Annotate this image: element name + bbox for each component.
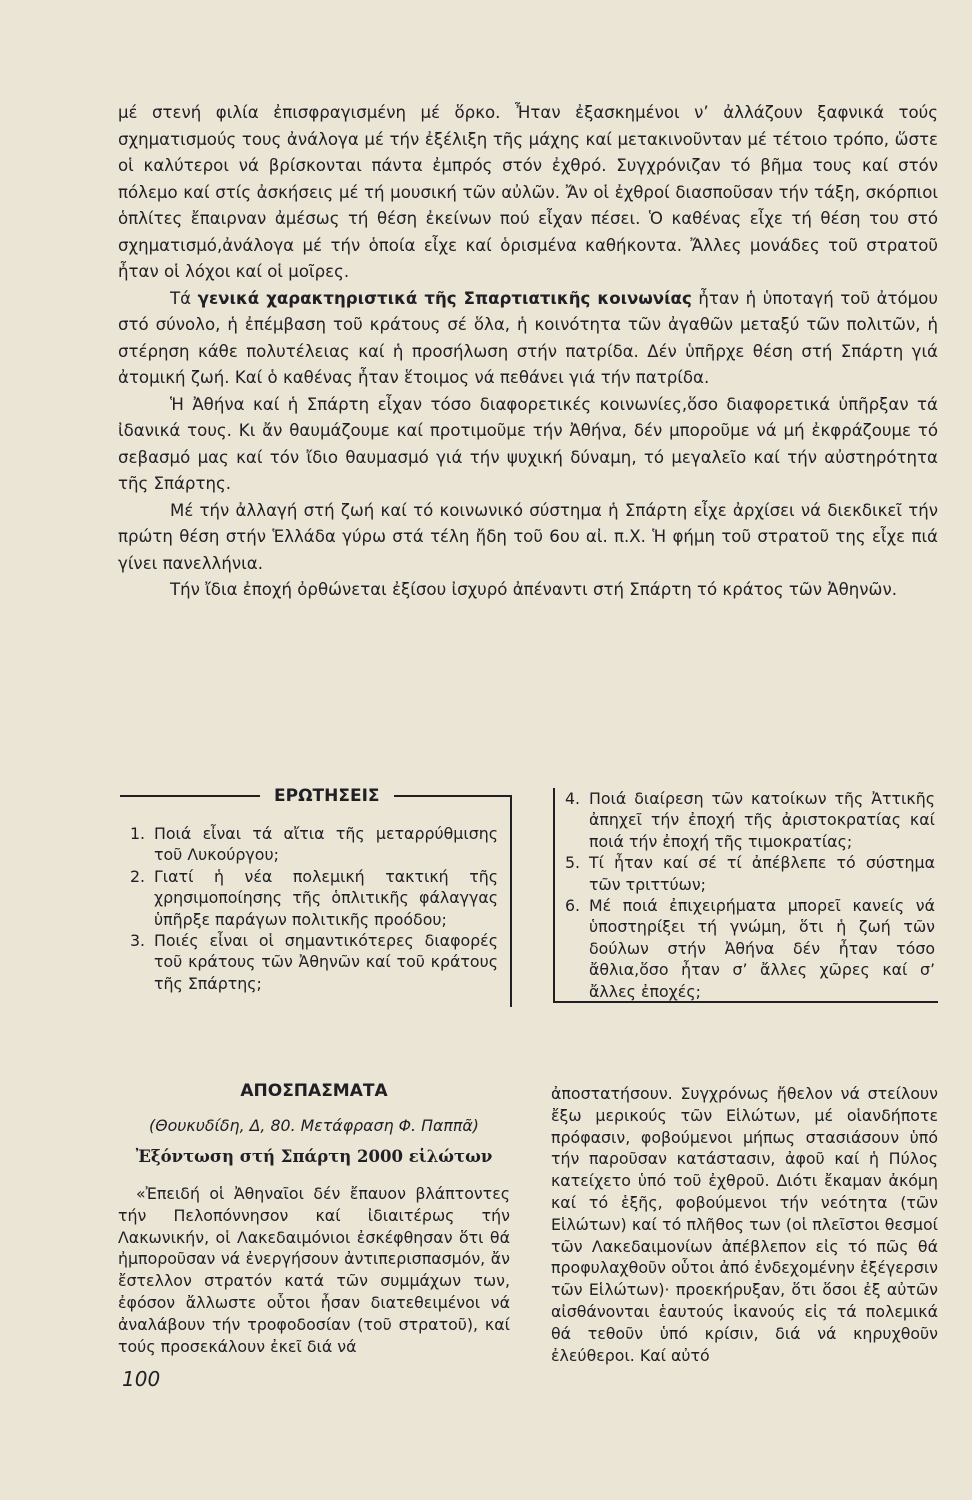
questions-list-left	[130, 823, 498, 994]
question-item: 6. Μέ ποιά ἐπιχειρήματα μπορεῖ κανείς νά ὑποστηρίξει τή γνώμη, ὅτι ἡ ζωή τῶν δούλων στήν Ἀθήνα δέν ἦταν τόσο ἄθλια,ὅσο ἦταν σ’ ἄλλες χῶρες καί σ’ ἄλλες ἐποχές;	[565, 896, 935, 1001]
paragraph-2: Τά γενικά χαρακτηριστικά τῆς Σπαρτιατικῆς κοινωνίας ἦταν ἡ ὑποταγή τοῦ ἀτόμου στό σύνολο, ἡ ἐπέμβαση τοῦ κράτους σέ ὅλα, ἡ κοινότητα τῶν ἀγαθῶν μεταξύ τῶν πολιτῶν, ἡ στέρηση κάθε πολυτέλειας καί ἡ προσήλωση στήν πατρίδα. Δέν ὑπῆρχε θέση στή Σπάρτη γιά ἀτομική ζωή. Καί ὁ καθένας ἦταν ἕτοιμος νά πεθάνει γιά τήν πατρίδα.	[118, 288, 938, 387]
questions-title: ΕΡΩΤΗΣΕΙΣ	[260, 783, 394, 809]
question-item: 2. Γιατί ἡ νέα πολεμική τακτική τῆς χρησιμοποίησης τῆς ὁπλιτικῆς φάλαγγας ὑπῆρξε παράγων πολιτικῆς προόδου;	[130, 866, 498, 929]
question-item: 3. Ποιές εἶναι οἱ σημαντικότερες διαφορές τοῦ κράτους τῶν Ἀθηνῶν καί τοῦ κράτους τῆς Σπάρτης;	[130, 931, 498, 993]
key-phrase: γενικά χαρακτηριστικά τῆς Σπαρτιατικῆς κοινωνίας	[197, 288, 692, 308]
questions-box-right	[553, 788, 938, 1003]
excerpts-header	[118, 1075, 510, 1171]
excerpt-text-right: ἀποστατήσουν. Συγχρόνως ἤθελον νά στείλουν ἔξω μερικούς τῶν Εἱλώτων, μέ οἱανδήποτε πρόφασιν, φοβούμενοι μήπως στασιάσουν ὑπό τήν παροῦσαν κατάστασιν, ἀφοῦ καί ἡ Πύλος κατείχετο ὑπό τοῦ ἐχθροῦ. Διότι ἔκαμαν ἀκόμη καί τό ἑξῆς, φοβούμενοι τήν νεότητα (τῶν Εἱλώτων) καί τό πλῆθος των (οἱ πλεῖστοι θεσμοί τῶν Λακεδαιμονίων ἀπέβλεπον εἰς τό πῶς θά προφυλαχθοῦν οὗτοι ἀπό ἐνδεχομένην ἐξέγερσιν τῶν Εἱλώτων)· προεκήρυξαν, ὅτι ὅσοι ἐξ αὐτῶν αἰσθάνονται ἑαυτούς ἱκανούς εἰς τά πολεμικά θά τεθοῦν ὑπό κρίσιν, διά νά κηρυχθοῦν ἐλεύθεροι. Καί αὐτό	[551, 1084, 938, 1365]
questions-list-right	[565, 788, 935, 1002]
excerpts-title: ΑΠΟΣΠΑΣΜΑΤΑ	[240, 1081, 388, 1101]
question-item: 4. Ποιά διαίρεση τῶν κατοίκων τῆς Ἀττικῆς ἀπηχεῖ τήν ἐποχή τῆς ἀριστοκρατίας καί ποιά τήν ἐποχή τῆς τιμοκρατίας;	[565, 789, 935, 851]
page-number: 100	[122, 1367, 161, 1391]
main-text	[118, 100, 938, 604]
paragraph-1: μέ στενή φιλία ἐπισφραγισμένη μέ ὅρκο. Ἦταν ἐξασκημένοι ν’ ἀλλάζουν ξαφνικά τούς σχηματισμούς τους ἀνάλογα μέ τήν ἐξέλιξη τῆς μάχης καί μετακινοῦνταν μέ τέτοιο τρόπο, ὥστε οἱ καλύτεροι νά βρίσκονται πάντα ἐμπρός στόν ἐχθρό. Συγχρόνιζαν τό βῆμα τους καί στόν πόλεμο καί στίς ἀσκήσεις μέ τή μουσική τῶν αὐλῶν. Ἄν οἱ ἐχθροί διασποῦσαν τήν τάξη, σκόρπιοι ὁπλίτες ἔπαιρναν ἀμέσως τή θέση ἐκείνων πού εἶχαν πέσει. Ὁ καθένας εἶχε τή θέση του στό σχηματισμό,ἀνάλογα μέ τήν ὁποία εἶχε καί ὁρισμένα καθήκοντα. Ἄλλες μονάδες τοῦ στρατοῦ ἦταν οἱ λόχοι καί οἱ μοῖρες.	[118, 103, 938, 281]
questions-box-left	[120, 786, 512, 1007]
paragraph-3: Ἡ Ἀθήνα καί ἡ Σπάρτη εἶχαν τόσο διαφορετικές κοινωνίες,ὅσο διαφορετικά ὑπῆρξαν τά ἰδανικά τους. Κι ἄν θαυμάζουμε καί προτιμοῦμε τήν Ἀθήνα, δέν μποροῦμε νά μή ἐκφράζουμε τό σεβασμό μας καί τόν ἴδιο θαυμασμό γιά τήν ψυχική δύναμη, τό μεγαλεῖο καί τήν αὐστηρότητα τῆς Σπάρτης.	[118, 394, 938, 493]
paragraph-4: Μέ τήν ἀλλαγή στή ζωή καί τό κοινωνικό σύστημα ἡ Σπάρτη εἶχε ἀρχίσει νά διεκδικεῖ τήν πρώτη θέση στήν Ἑλλάδα γύρω στά τέλη ἤδη τοῦ 6ου αἰ. π.Χ. Ἡ φήμη τοῦ στρατοῦ της εἶχε πιά γίνει πανελλήνια.	[118, 500, 938, 573]
excerpts-source: (Θουκυδίδη, Δ, 80. Μετάφραση Φ. Παππᾶ)	[149, 1116, 479, 1135]
question-item: 1. Ποιά εἶναι τά αἴτια τῆς μεταρρύθμισης τοῦ Λυκούργου;	[130, 824, 498, 865]
excerpts-subtitle: Ἐξόντωση στή Σπάρτη 2000 εἱλώτων	[135, 1147, 493, 1166]
question-item: 5. Τί ἦταν καί σέ τί ἀπέβλεπε τό σύστημα τῶν τριττύων;	[565, 853, 935, 894]
excerpt-text-left: «Ἐπειδή οἱ Ἀθηναῖοι δέν ἔπαυον βλάπτοντες τήν Πελοπόννησον καί ἰδιαιτέρως τήν Λακωνικήν, οἱ Λακεδαιμόνιοι ἐσκέφθησαν ὅτι θά ἠμποροῦσαν νά ἐνεργήσουν ἀντιπερισπασμόν, ἄν ἔστελλον στρατόν κατά τῶν συμμάχων των, ἐφόσον ἄλλωστε οὗτοι ἦσαν διατεθειμένοι νά ἀναλάβουν τήν τροφοδοσίαν (τοῦ στρατοῦ), καί τούς προσεκάλουν ἐκεῖ διά νά	[118, 1184, 510, 1356]
paragraph-5: Τήν ἴδια ἐποχή ὀρθώνεται ἐξίσου ἰσχυρό ἀπέναντι στή Σπάρτη τό κράτος τῶν Ἀθηνῶν.	[170, 580, 897, 599]
